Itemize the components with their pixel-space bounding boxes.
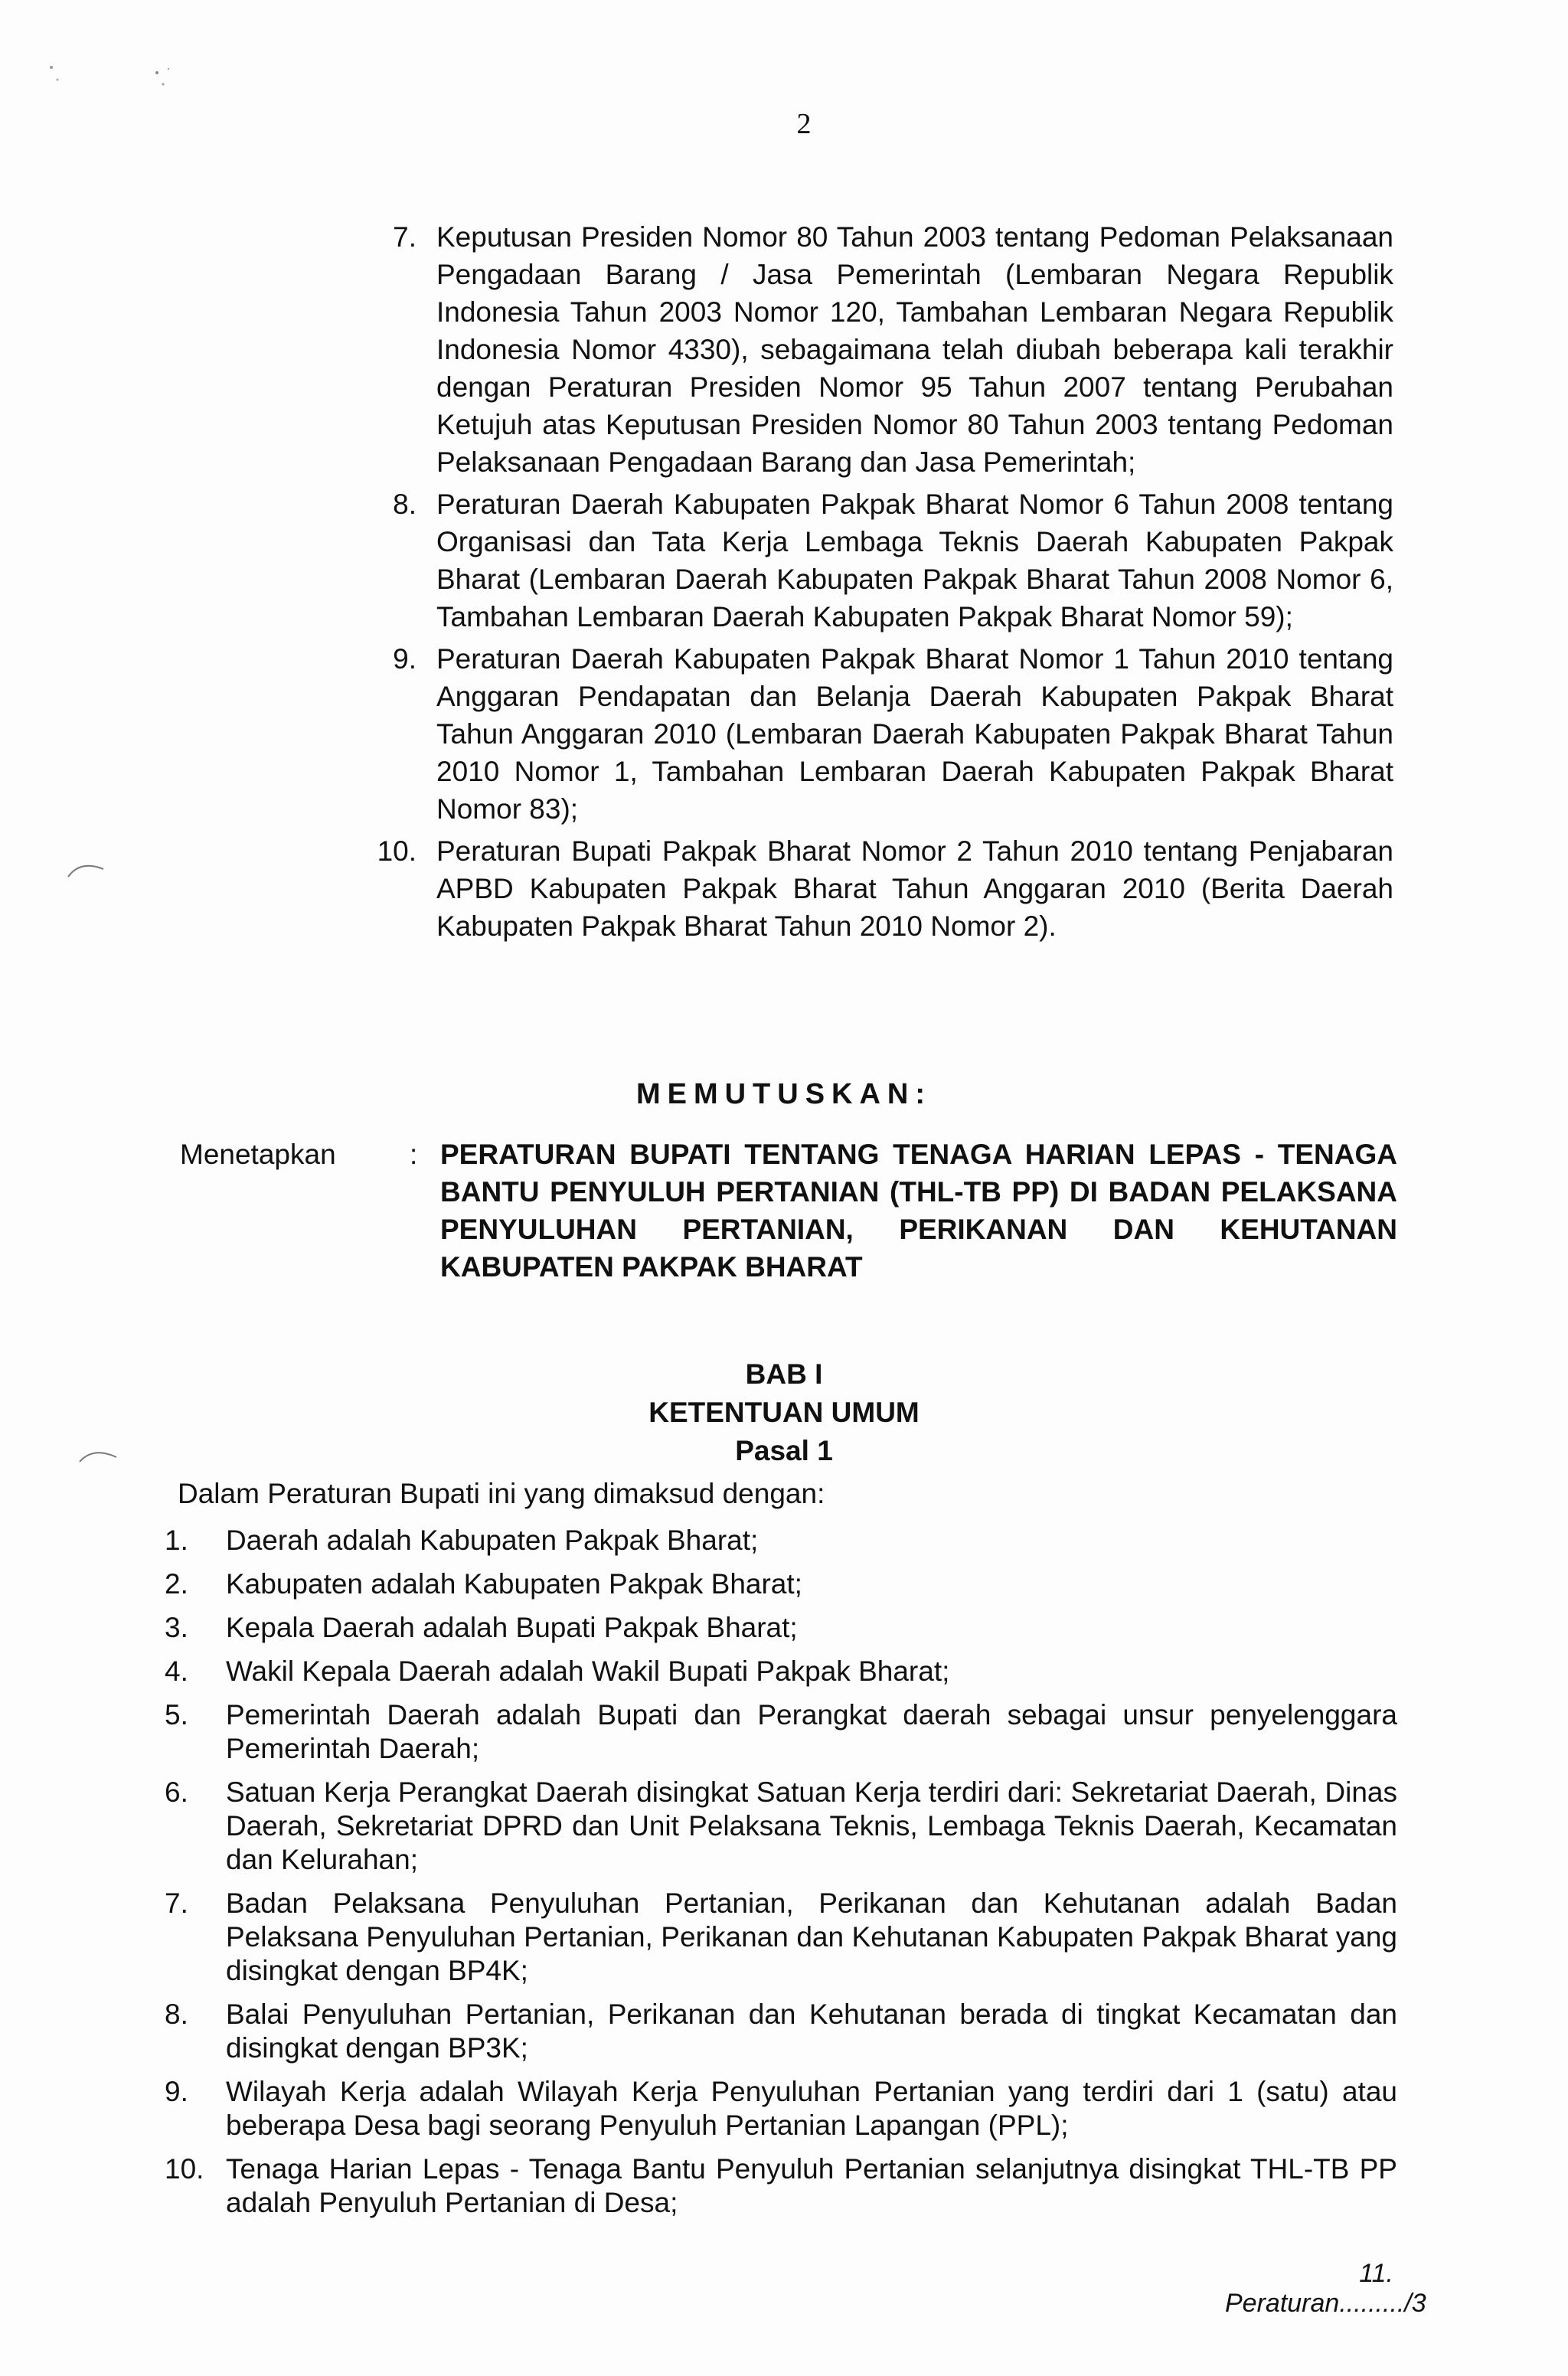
item-text: Balai Penyuluhan Pertanian, Perikanan dan Kehutanan berada di tingkat Kecamatan dan disingkat dengan BP3K; <box>226 1999 1397 2064</box>
item-number: 10. <box>377 835 416 867</box>
page-number: 2 <box>796 108 812 140</box>
article-label: Pasal 1 <box>735 1435 833 1466</box>
item-number: 10. <box>165 2153 204 2185</box>
chapter-label: BAB I <box>745 1358 823 1390</box>
list-item <box>157 1655 1397 1688</box>
item-number: 3. <box>165 1612 188 1643</box>
item-number: 7. <box>393 221 416 253</box>
item-text: Tenaga Harian Lepas - Tenaga Bantu Penyuluh Pertanian selanjutnya disingkat THL-TB PP adalah Penyuluh Pertanian di Desa; <box>226 2153 1397 2218</box>
establish-row <box>180 1136 1405 1286</box>
list-item <box>157 1524 1397 1557</box>
list-item <box>375 485 1393 636</box>
list-item <box>375 218 1393 481</box>
item-text: Peraturan Bupati Pakpak Bharat Nomor 2 Tahun 2010 tentang Penjabaran APBD Kabupaten Pakpak Bharat Tahun Anggaran 2010 (Berita Daerah Kabupaten Pakpak Bharat Tahun 2010 Nomor 2). <box>436 835 1393 942</box>
item-text: Kabupaten adalah Kabupaten Pakpak Bharat; <box>226 1568 802 1600</box>
continuation-footer: 11. Peraturan........./3 <box>1225 2259 1426 2318</box>
item-number: 7. <box>165 1887 188 1919</box>
list-item <box>375 640 1393 828</box>
list-item <box>157 2075 1397 2142</box>
scan-curve-mark <box>65 854 111 884</box>
item-number: 1. <box>165 1525 188 1556</box>
scan-speck-mark <box>42 46 180 100</box>
item-number: 4. <box>165 1655 188 1687</box>
establish-colon: : <box>410 1139 418 1170</box>
item-number: 9. <box>165 2076 188 2107</box>
list-item <box>157 1611 1397 1645</box>
list-item <box>157 2152 1397 2220</box>
item-number: 9. <box>393 643 416 675</box>
item-number: 5. <box>165 1699 188 1731</box>
decision-heading: MEMUTUSKAN: <box>635 1078 933 1110</box>
chapter-heading <box>0 1355 1568 1470</box>
item-text: Satuan Kerja Perangkat Daerah disingkat Satuan Kerja terdiri dari: Sekretariat Daerah, Dinas Daerah, Sekretariat DPRD dan Unit Pelaksana Teknis, Lembaga Teknis Daerah, Kecamatan dan Kelurahan; <box>226 1776 1397 1875</box>
item-number: 6. <box>165 1776 188 1808</box>
item-number: 8. <box>393 489 416 520</box>
item-text: Kepala Daerah adalah Bupati Pakpak Bharat; <box>226 1612 798 1643</box>
item-text: Keputusan Presiden Nomor 80 Tahun 2003 tentang Pedoman Pelaksanaan Pengadaan Barang / Jasa Pemerintah (Lembaran Negara Republik Indonesia Tahun 2003 Nomor 120, Tambahan Lembaran Negara Republik Indonesia Nomor 4330), sebagaimana telah diubah beberapa kali terakhir dengan Peraturan Presiden Nomor 95 Tahun 2007 tentang Perubahan Ketujuh atas Keputusan Presiden Nomor 80 Tahun 2003 tentang Pedoman Pelaksanaan Pengadaan Barang dan Jasa Pemerintah; <box>436 221 1393 478</box>
definitions-intro: Dalam Peraturan Bupati ini yang dimaksud dengan: <box>178 1478 825 1509</box>
list-item <box>157 1998 1397 2065</box>
item-number: 8. <box>165 1999 188 2030</box>
consideration-list <box>375 218 1393 949</box>
item-text: Wilayah Kerja adalah Wilayah Kerja Penyuluhan Pertanian yang terdiri dari 1 (satu) atau beberapa Desa bagi seorang Penyuluh Pertanian Lapangan (PPL); <box>226 2076 1397 2141</box>
item-number: 2. <box>165 1568 188 1600</box>
list-item <box>157 1887 1397 1988</box>
item-text: Wakil Kepala Daerah adalah Wakil Bupati Pakpak Bharat; <box>226 1655 950 1687</box>
establish-label: Menetapkan <box>180 1139 336 1170</box>
item-text: Pemerintah Daerah adalah Bupati dan Perangkat daerah sebagai unsur penyelenggara Pemerintah Daerah; <box>226 1699 1397 1764</box>
item-text: Peraturan Daerah Kabupaten Pakpak Bharat Nomor 1 Tahun 2010 tentang Anggaran Pendapatan dan Belanja Daerah Kabupaten Pakpak Bharat Tahun Anggaran 2010 (Lembaran Daerah Kabupaten Pakpak Bharat Tahun 2010 Nomor 1, Tambahan Lembaran Daerah Kabupaten Pakpak Bharat Nomor 83); <box>436 643 1393 825</box>
item-text: Daerah adalah Kabupaten Pakpak Bharat; <box>226 1525 759 1556</box>
list-item <box>157 1698 1397 1766</box>
item-text: Badan Pelaksana Penyuluhan Pertanian, Perikanan dan Kehutanan adalah Badan Pelaksana Penyuluhan Pertanian, Perikanan dan Kehutanan Kabupaten Pakpak Bharat yang disingkat dengan BP4K; <box>226 1887 1397 1986</box>
list-item <box>157 1776 1397 1877</box>
list-item <box>157 1567 1397 1601</box>
definitions-list <box>157 1524 1397 2230</box>
list-item <box>375 832 1393 945</box>
chapter-title: KETENTUAN UMUM <box>648 1397 920 1428</box>
regulation-title: PERATURAN BUPATI TENTANG TENAGA HARIAN LEPAS - TENAGA BANTU PENYULUH PERTANIAN (THL-TB PP) DI BADAN PELAKSANA PENYULUHAN PERTANIAN, PERIKANAN DAN KEHUTANAN KABUPATEN PAKPAK BHARAT <box>440 1139 1397 1283</box>
item-text: Peraturan Daerah Kabupaten Pakpak Bharat Nomor 6 Tahun 2008 tentang Organisasi dan Tata Kerja Lembaga Teknis Daerah Kabupaten Pakpak Bharat (Lembaran Daerah Kabupaten Pakpak Bharat Tahun 2008 Nomor 6, Tambahan Lembaran Daerah Kabupaten Pakpak Bharat Nomor 59); <box>436 489 1393 632</box>
